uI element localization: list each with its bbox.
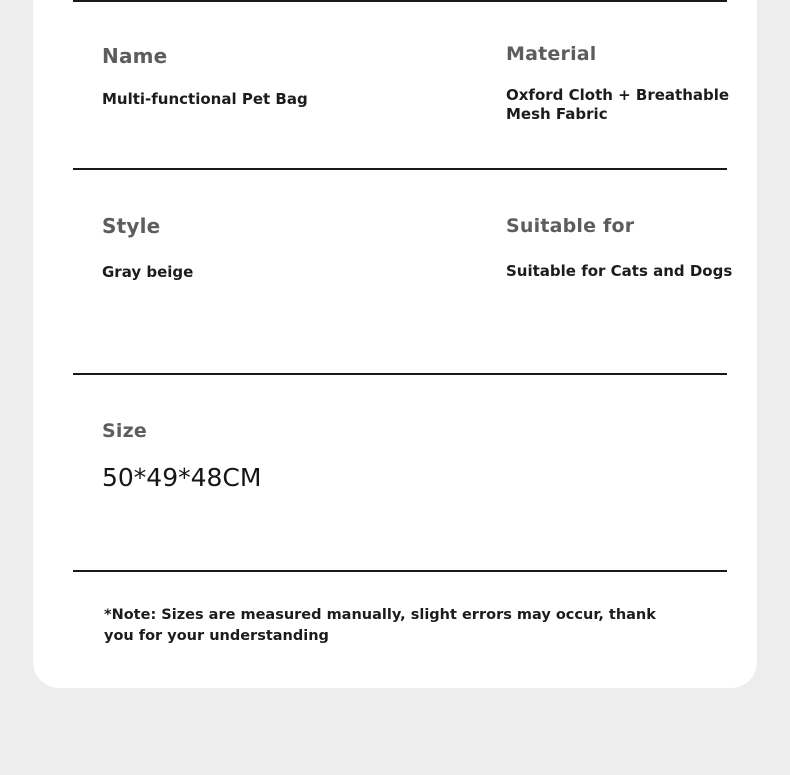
- spec-cell-suitable-for: [506, 170, 736, 281]
- spec-cell-style: [102, 170, 502, 281]
- spec-cell-name: [102, 2, 502, 108]
- spec-label-material: Material: [506, 43, 597, 65]
- size-measurement-note: *Note: Sizes are measured manually, slight errors may occur, thank you for your understanding: [104, 607, 656, 644]
- spec-value-material: Oxford Cloth + Breathable Mesh Fabric: [506, 86, 730, 123]
- spec-label-size: Size: [102, 420, 147, 442]
- spec-label-style: Style: [102, 214, 161, 238]
- spec-value-style: Gray beige: [102, 263, 194, 281]
- table-row: [73, 0, 730, 168]
- spec-cell-size: [102, 375, 502, 492]
- spec-value-suitable-for: Suitable for Cats and Dogs: [506, 262, 733, 280]
- specification-table: [73, 0, 733, 678]
- table-row-note: [73, 570, 727, 678]
- spec-value-size: 50*49*48CM: [102, 463, 262, 492]
- spec-label-suitable-for: Suitable for: [506, 215, 635, 237]
- spec-value-name: Multi-functional Pet Bag: [102, 90, 308, 108]
- spec-cell-material: [506, 2, 736, 124]
- table-row: [73, 168, 733, 373]
- spec-label-name: Name: [102, 44, 168, 68]
- table-row: [73, 373, 727, 570]
